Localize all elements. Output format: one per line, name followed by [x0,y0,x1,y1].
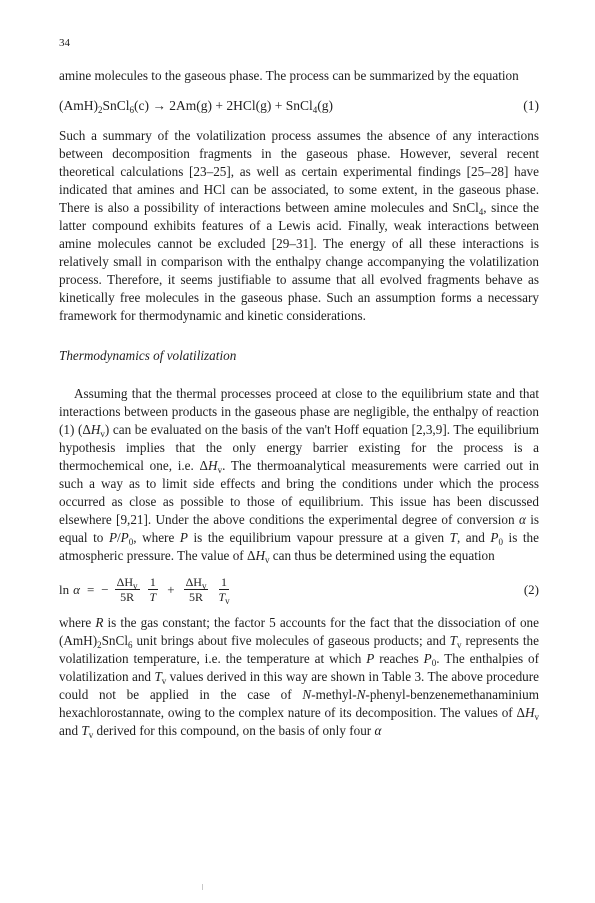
equation-1-body: $(AmH)_2SnCl_6(c) \to 2Am(g) + 2HCl(g)$ + SnCl$_4$(g) [59,98,333,115]
equation-1-number: (1) [523,98,539,113]
equation-2 [59,575,539,604]
article-body [59,67,539,740]
paragraph-3: Assuming that the thermal processes proceed at close to the equilibrium state and that interactions between products in the gaseous phase are negligible, the enthalpy of reaction (1) $(\Delta H_v)$ can be evaluated on the basis of the van't Hoff equation [2,3,9]. The equilibrium hypothesis implies that the only energy barrier existing for the process is a thermochemical one, i.e. $\Delta H_v$. The thermoanalytical measurements were carried out in such a way as to limit side effects and bring the conditions under which the process occurred as close as possible to those of equilibrium. This issue has been discussed elsewhere [9,21]. Under the above conditions the experimental degree of conversion α is equal to $P/P_0$, where P is the equilibrium vapour pressure at a given T, and $P_0$ is the atmospheric pressure. The value of $\Delta H_v$ can thus be determined using the equation [59,386,540,565]
page-number: 34 [59,37,70,49]
section-heading: Thermodynamics of volatilization [59,348,237,363]
equation-2-number: (2) [523,581,539,597]
equation-1 [59,97,539,115]
paragraph-2: Such a summary of the volatilization process assumes the absence of any interactions between decomposition fragments in the gaseous phase. However, several recent theoretical calculations [23–25], as well as certain experimental findings [25–28] have indicated that amines and HCl can be associated, to some extent, in the gaseous phase. There is also a possibility of interactions between amine molecules and SnCl$_4$, since the latter compound exhibits features of a Lewis acid. Finally, weak interactions between amine molecules cannot be excluded [29–31]. The energy of all these interactions is relatively small in comparison with the enthalpy change accompanying the volatilization process. Therefore, it seems justifiable to assume that all evolved fragments behave as kinetically free molecules in the gaseous phase. Such an assumption forms a necessary framework for thermodynamic and kinetic considerations. [59,128,539,323]
paragraph-1: amine molecules to the gaseous phase. The process can be summarized by the equation [59,68,519,83]
scan-mark [202,884,203,890]
paragraph-4: where R is the gas constant; the factor 5 accounts for the fact that the dissociation of one $(AmH)_2SnCl_6$ unit brings about five molecules of gaseous products; and $T_v$ represents the volatilization temperature, i.e. the temperature at which P reaches $P_0$. The enthalpies of volatilization and $T_v$ values derived in this way are shown in Table 3. The above procedure could not be applied in the case of N-methyl-N-phenyl-benzenemethanaminium hexachlorostannate, owing to the complex nature of its decomposition. The values of $\Delta H_v$ and $T_v$ derived for this compound, on the basis of only four α [59,615,540,740]
equation-2-body: ln α = − $\frac{\Delta H_v}{5R}$ $\frac{1}{T}$ + $\frac{\Delta H_v}{5R}$ $\frac{1}{T_v}$ [59,575,230,606]
